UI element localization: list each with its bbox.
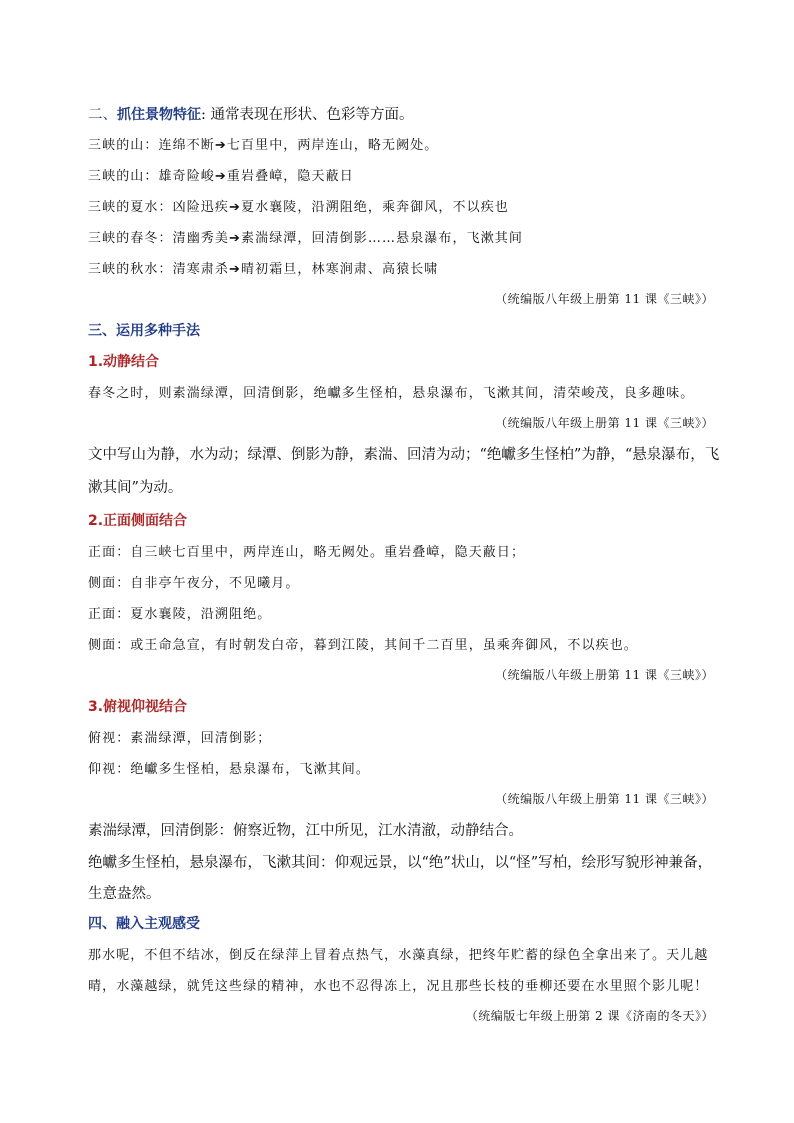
subsection-1-title: 1.动静结合 xyxy=(88,354,160,370)
list-item: 仰视：绝巘多生怪柏，悬泉瀑布，飞漱其间。 xyxy=(88,762,371,777)
section-2-rest: : 通常表现在形状、色彩等方面。 xyxy=(201,107,414,123)
list-item: 俯视：素湍绿潭，回清倒影； xyxy=(88,731,272,746)
source-citation: （统编版八年级上册第 11 课《三峡》） xyxy=(495,416,714,430)
subsection-2-title: 2.正面侧面结合 xyxy=(88,513,188,529)
analysis-text: 绝巘多生怪柏，悬泉瀑布，飞漱其间：仰观远景，以“绝”状山，以“怪”写柏，绘形写貌形神兼备， xyxy=(88,855,713,871)
analysis-text: 生意盎然。 xyxy=(88,886,161,902)
source-citation: （统编版七年级上册第 2 课《济南的冬天》） xyxy=(465,1009,714,1023)
list-item: 三峡的春冬：清幽秀美➔素湍绿潭，回清倒影……悬泉瀑布，飞漱其间 xyxy=(88,231,523,246)
subsection-3-title: 3.俯视仰视结合 xyxy=(88,699,188,715)
section-4-title: 四、融入主观感受 xyxy=(88,916,200,932)
analysis-text: 漱其间”为动。 xyxy=(88,480,183,496)
source-citation: （统编版八年级上册第 11 课《三峡》） xyxy=(495,292,714,306)
source-citation: （统编版八年级上册第 11 课《三峡》） xyxy=(495,668,714,682)
quote-text: 那水呢，不但不结冰，倒反在绿萍上冒着点热气，水藻真绿，把终年贮蓄的绿色全拿出来了。天儿越 xyxy=(88,948,709,963)
list-item: 正面：夏水襄陵，沿溯阻绝。 xyxy=(88,607,272,622)
list-item: 三峡的山：雄奇险峻➔重岩叠嶂，隐天蔽日 xyxy=(88,169,354,184)
list-item: 三峡的夏水：凶险迅疾➔夏水襄陵，沿溯阻绝，乘奔御风，不以疾也 xyxy=(88,200,509,215)
quote-text: 春冬之时，则素湍绿潭，回清倒影，绝巘多生怪柏，悬泉瀑布，飞漱其间，清荣峻茂，良多趣味。 xyxy=(88,386,695,401)
source-citation: （统编版八年级上册第 11 课《三峡》） xyxy=(495,792,714,806)
section-2-title: 抓住景物特征 xyxy=(117,107,201,123)
section-2-number: 二、 xyxy=(88,107,117,123)
list-item: 侧面：自非亭午夜分，不见曦月。 xyxy=(88,576,300,591)
analysis-text: 文中写山为静，水为动；绿潭、倒影为静，素湍、回清为动；“绝巘多生怪柏”为静，“悬泉瀑布，飞 xyxy=(88,447,720,463)
list-item: 侧面：或王命急宣，有时朝发白帝，暮到江陵，其间千二百里，虽乘奔御风，不以疾也。 xyxy=(88,638,638,653)
section-3-title: 三、运用多种手法 xyxy=(88,323,200,339)
analysis-text: 素湍绿潭，回清倒影：俯察近物，江中所见，江水清澈，动静结合。 xyxy=(88,823,523,839)
list-item: 正面：自三峡七百里中，两岸连山，略无阙处。重岩叠嶂，隐天蔽日； xyxy=(88,545,526,560)
list-item: 三峡的秋水：清寒肃杀➔晴初霜旦，林寒涧肃、高猿长啸 xyxy=(88,262,439,277)
section-2-heading xyxy=(88,103,414,124)
quote-text: 晴，水藻越绿，就凭这些绿的精神，水也不忍得冻上，况且那些长枝的垂柳还要在水里照个影儿呢！ xyxy=(88,979,709,994)
list-item: 三峡的山：连绵不断➔七百里中，两岸连山，略无阙处。 xyxy=(88,138,439,153)
